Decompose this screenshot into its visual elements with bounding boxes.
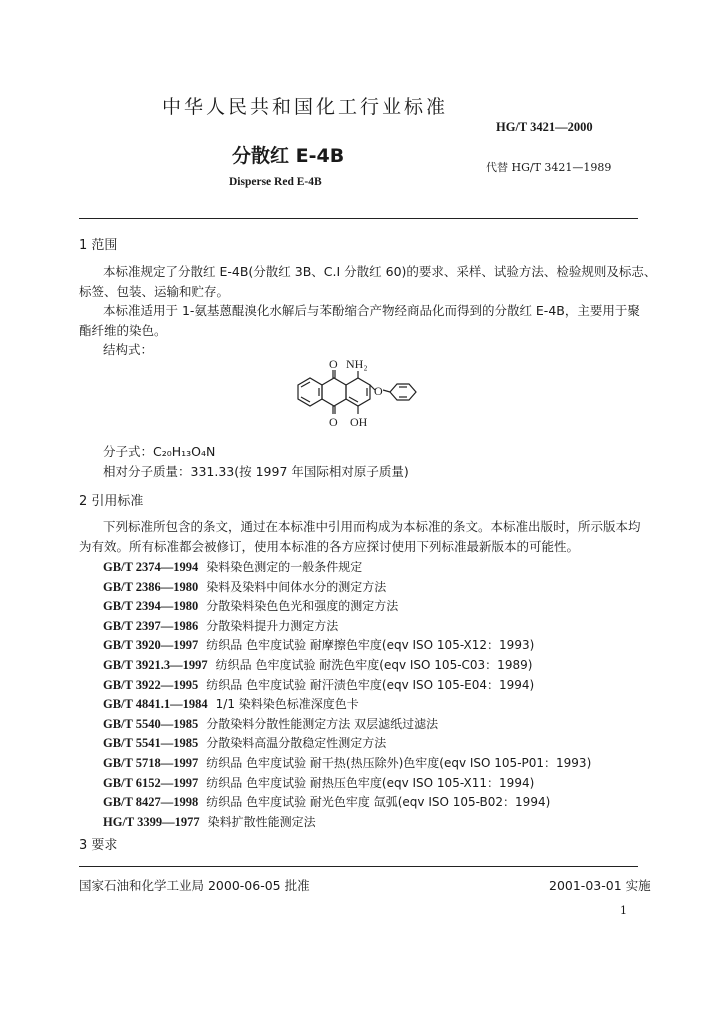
reference-title: 分散染料分散性能测定方法 双层滤纸过滤法 (206, 716, 439, 731)
document-title: 分散红 E-4B (232, 145, 345, 167)
reference-title: 1/1 染料染色标准深度色卡 (215, 697, 359, 712)
reference-item (103, 791, 550, 809)
carbonyl-o-top: O (329, 357, 338, 371)
carbonyl-o-bottom: O (329, 415, 338, 429)
molecular-formula: 分子式：C₂₀H₁₃O₄N (103, 444, 216, 459)
footer-divider (79, 866, 638, 867)
section-1-para-1-line-1: 本标准规定了分散红 E-4B(分散红 3B、C.I 分散红 60)的要求、采样、试验方法、检验规则及标志、 (103, 264, 657, 279)
reference-code: GB/T 2374—1994 (103, 560, 199, 574)
reference-title: 染料染色测定的一般条件规定 (206, 560, 363, 574)
reference-item (103, 654, 532, 672)
reference-title: 分散染料提升力测定方法 (206, 618, 339, 633)
english-title: Disperse Red E-4B (229, 176, 322, 188)
section-2-intro-line-2: 为有效。所有标准都会被修订，使用本标准的各方应探讨使用下列标准最新版本的可能性。 (79, 539, 580, 554)
section-2-intro-line-1: 下列标准所包含的条文，通过在本标准中引用而构成为本标准的条文。本标准出版时，所示版本均 (103, 519, 641, 534)
reference-item (103, 713, 438, 731)
reference-item (103, 556, 362, 574)
reference-title: 分散染料染色色光和强度的测定方法 (206, 599, 399, 614)
reference-code: GB/T 3920—1997 (103, 638, 199, 653)
reference-code: GB/T 2394—1980 (103, 599, 199, 614)
structure-label: 结构式： (103, 342, 154, 357)
reference-code: GB/T 3922—1995 (103, 677, 199, 692)
approval-line: 国家石油和化学工业局 2000-06-05 批准 (79, 878, 310, 893)
reference-title: 纺织品 色牢度试验 耐干热(热压除外)色牢度(eqv ISO 105-P01：1993) (206, 756, 592, 770)
reference-code: GB/T 3921.3—1997 (103, 658, 208, 672)
reference-code: GB/T 5540—1985 (103, 716, 199, 731)
reference-code: GB/T 2386—1980 (103, 579, 199, 594)
standard-category-title: 中华人民共和国化工行业标准 (162, 96, 449, 118)
reference-code: GB/T 5718—1997 (103, 756, 199, 770)
effective-date: 2001-03-01 实施 (549, 878, 651, 893)
reference-code: HG/T 3399—1977 (103, 814, 200, 829)
structural-formula (280, 352, 440, 442)
page-number: 1 (620, 904, 627, 917)
standard-number: HG/T 3421—2000 (496, 120, 593, 134)
header-divider (79, 218, 638, 219)
reference-title: 染料扩散性能测定法 (207, 814, 316, 829)
reference-title: 纺织品 色牢度试验 耐光色牢度 氙弧(eqv ISO 105-B02：1994) (206, 795, 551, 810)
replaces-note: 代替 HG/T 3421—1989 (486, 161, 612, 174)
reference-title: 纺织品 色牢度试验 耐热压色牢度(eqv ISO 105-X11：1994) (206, 775, 535, 790)
reference-code: GB/T 2397—1986 (103, 618, 199, 633)
ether-oxygen: O (374, 384, 383, 398)
reference-code: GB/T 4841.1—1984 (103, 697, 208, 712)
reference-item (103, 811, 316, 829)
reference-item (103, 732, 386, 750)
reference-item (103, 772, 534, 790)
relative-molecular-mass: 相对分子质量：331.33(按 1997 年国际相对原子质量) (103, 464, 409, 479)
reference-item (103, 752, 591, 770)
section-2-heading: 2 引用标准 (79, 494, 144, 509)
reference-title: 纺织品 色牢度试验 耐摩擦色牢度(eqv ISO 105-X12：1993) (206, 638, 535, 653)
section-1-para-2-line-1: 本标准适用于 1-氨基蒽醌溴化水解后与苯酚缩合产物经商品化而得到的分散红 E-4B，主要用于聚 (103, 303, 640, 318)
section-1-para-2-line-2: 酯纤维的染色。 (79, 323, 167, 338)
section-1-heading: 1 范围 (79, 238, 118, 253)
reference-item (103, 693, 359, 711)
reference-item (103, 674, 534, 692)
reference-title: 分散染料高温分散稳定性测定方法 (206, 736, 387, 751)
reference-code: GB/T 6152—1997 (103, 775, 199, 790)
reference-title: 纺织品 色牢度试验 耐汗渍色牢度(eqv ISO 105-E04：1994) (206, 677, 535, 692)
hydroxyl-group: OH (350, 415, 368, 429)
reference-title: 纺织品 色牢度试验 耐洗色牢度(eqv ISO 105-C03：1989) (215, 658, 533, 672)
section-1-para-1-line-2: 标签、包装、运输和贮存。 (79, 284, 230, 299)
reference-code: GB/T 5541—1985 (103, 736, 199, 751)
reference-title: 染料及染料中间体水分的测定方法 (206, 579, 387, 594)
reference-item (103, 576, 386, 594)
amino-group: NH₂ (346, 357, 368, 371)
section-3-heading: 3 要求 (79, 838, 118, 853)
reference-item (103, 615, 338, 633)
reference-item (103, 595, 398, 613)
reference-code: GB/T 8427—1998 (103, 795, 199, 810)
reference-item (103, 634, 534, 652)
